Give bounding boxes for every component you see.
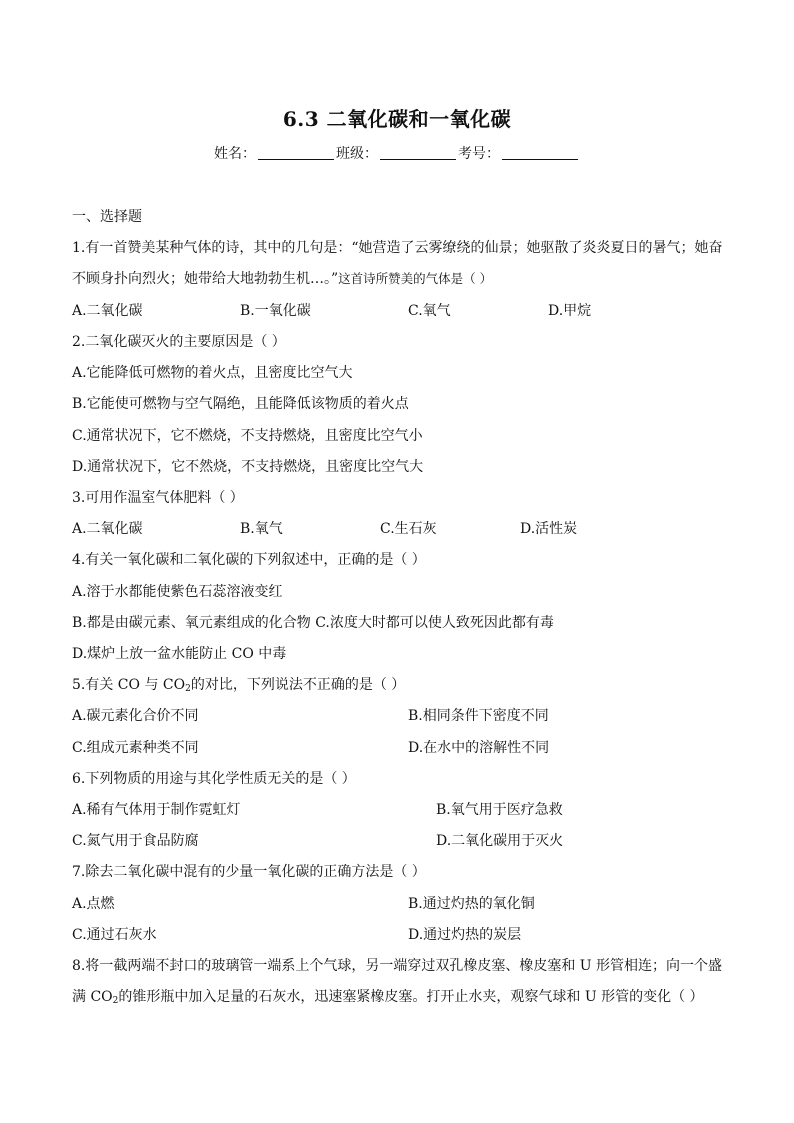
question-1-line-1: 1.有一首赞美某种气体的诗，其中的几句是：“她营造了云雾缭绕的仙景；她驱散了炎炎夏日的暑气；她奋 xyxy=(72,240,723,256)
question-1-option-a: A.二氧化碳 xyxy=(72,303,143,319)
question-6-stem: 6.下列物质的用途与其化学性质无关的是（ ） xyxy=(72,771,356,787)
question-7-option-b: B.通过灼热的氧化铜 xyxy=(408,896,535,912)
question-5-option-c: C.组成元素种类不同 xyxy=(72,740,199,756)
question-5-option-d: D.在水中的溶解性不同 xyxy=(408,740,550,756)
question-8-line-1: 8.将一截两端不封口的玻璃管一端系上个气球，另一端穿过双孔橡皮塞、橡皮塞和 U 形管相连；向一个盛 xyxy=(72,958,723,974)
question-5-stem-pre: 5.有关 CO 与 CO xyxy=(72,677,186,693)
question-4-option-a: A.溶于水都能使紫色石蕊溶液变红 xyxy=(72,584,283,600)
question-7-option-d: D.通过灼热的炭层 xyxy=(408,927,522,943)
question-7-stem: 7.除去二氧化碳中混有的少量一氧化碳的正确方法是（ ） xyxy=(72,864,426,880)
question-4-option-d: D.煤炉上放一盆水能防止 CO 中毒 xyxy=(72,646,287,662)
question-1-line-2a: 不顾身扑向烈火；她带给大地勃勃生机…。” xyxy=(72,271,339,287)
section-heading: 一、选择题 xyxy=(72,209,142,225)
question-5-option-b: B.相同条件下密度不同 xyxy=(408,708,549,724)
question-1-line-2 xyxy=(72,268,492,288)
question-3-option-b: B.氧气 xyxy=(240,521,283,537)
question-1-option-b: B.一氧化碳 xyxy=(240,303,311,319)
id-blank[interactable] xyxy=(502,145,578,160)
question-2-option-d: D.通常状况下，它不然烧，不支持燃烧，且密度比空气大 xyxy=(72,459,424,475)
question-6-option-a: A.稀有气体用于制作霓虹灯 xyxy=(72,802,241,818)
question-6-option-b: B.氧气用于医疗急救 xyxy=(436,802,563,818)
question-7-option-a: A.点燃 xyxy=(72,896,115,912)
id-label: 考号： xyxy=(458,146,500,162)
question-8-line-2 xyxy=(72,986,704,1006)
question-4-options-b-c: B.都是由碳元素、氧元素组成的化合物 C.浓度大时都可以使人致死因此都有毒 xyxy=(72,615,554,631)
question-3-option-a: A.二氧化碳 xyxy=(72,521,143,537)
question-2-stem: 2.二氧化碳灭火的主要原因是（ ） xyxy=(72,334,286,350)
question-5-stem-sub: 2 xyxy=(185,684,191,694)
question-1-option-d: D.甲烷 xyxy=(548,303,592,319)
question-2-option-a: A.它能降低可燃物的着火点，且密度比空气大 xyxy=(72,365,353,381)
student-info-line xyxy=(0,143,794,163)
question-8-line-2-post: 的锥形瓶中加入足量的石灰水，迅速塞紧橡皮塞。打开止水夹，观察气球和 U 形管的变化（ ） xyxy=(118,989,704,1005)
question-1-option-c: C.氧气 xyxy=(408,303,451,319)
class-blank[interactable] xyxy=(380,145,456,160)
question-8-line-2-sub: 2 xyxy=(112,996,119,1006)
question-7-option-c: C.通过石灰水 xyxy=(72,927,157,943)
question-6-option-c: C.氮气用于食品防腐 xyxy=(72,833,199,849)
question-5-stem xyxy=(72,674,405,694)
question-6-option-d: D.二氧化碳用于灭火 xyxy=(436,833,564,849)
document-title: 6.3 二氧化碳和一氧化碳 xyxy=(282,107,512,131)
name-blank[interactable] xyxy=(258,145,334,160)
question-5-stem-post: 的对比，下列说法不正确的是（ ） xyxy=(190,677,406,693)
question-2-option-b: B.它能使可燃物与空气隔绝，且能降低该物质的着火点 xyxy=(72,396,409,412)
name-label: 姓名： xyxy=(214,146,256,162)
question-3-option-c: C.生石灰 xyxy=(380,521,437,537)
question-2-option-c: C.通常状况下，它不燃烧，不支持燃烧，且密度比空气小 xyxy=(72,428,423,444)
question-4-stem: 4.有关一氧化碳和二氧化碳的下列叙述中，正确的是（ ） xyxy=(72,552,426,568)
class-label: 班级： xyxy=(336,146,378,162)
question-1-line-2b: 这首诗所赞美的气体是（ ） xyxy=(338,271,493,286)
question-3-option-d: D.活性炭 xyxy=(520,521,578,537)
question-8-line-2-pre: 满 CO xyxy=(72,989,113,1005)
question-5-option-a: A.碳元素化合价不同 xyxy=(72,708,199,724)
question-3-stem: 3.可用作温室气体肥料（ ） xyxy=(72,490,244,506)
